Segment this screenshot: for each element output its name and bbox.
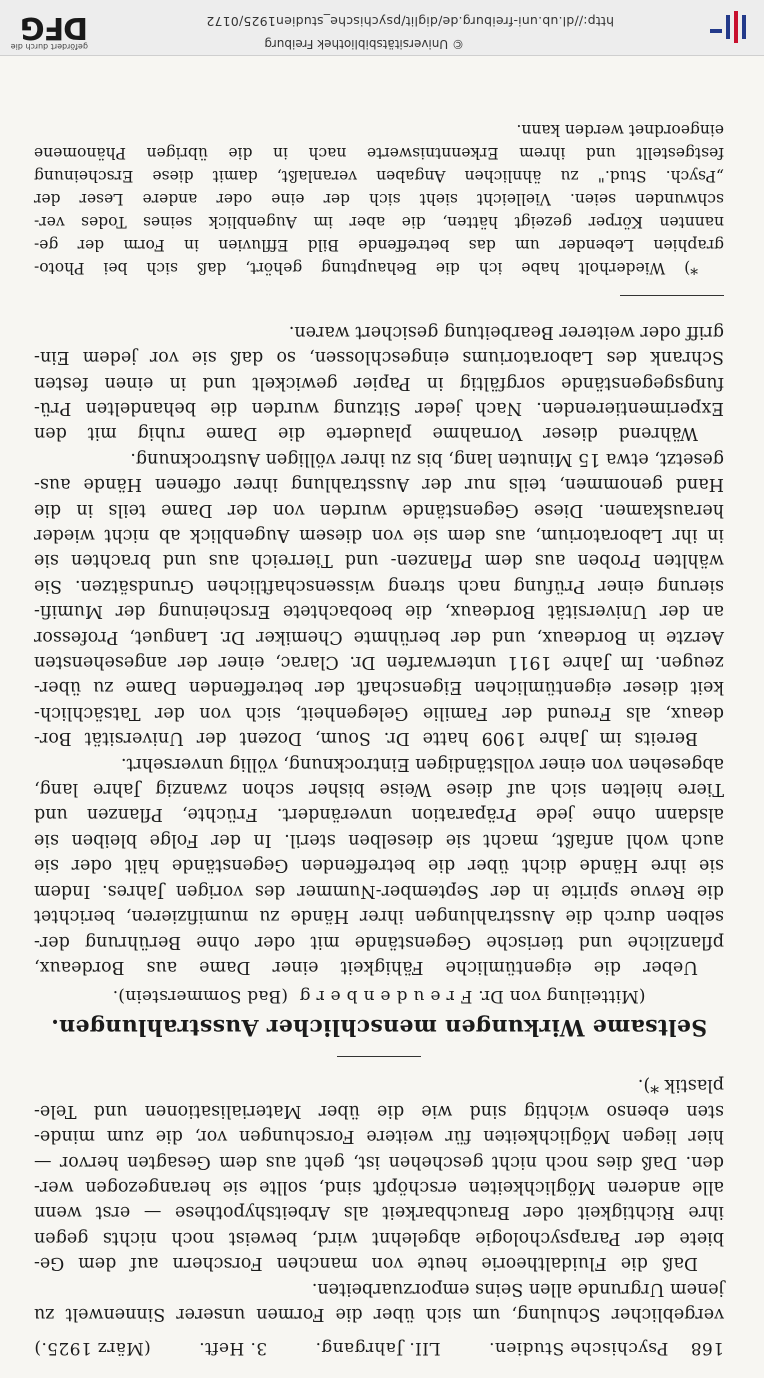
text-line: plastik *). — [637, 1075, 724, 1096]
source-url[interactable]: http://dl.ub.uni-freiburg.de/diglit/psychische_studien1925/0172 — [206, 14, 614, 29]
dfg-mark: DFG — [20, 10, 88, 45]
text-line: sierung einer Prüfung nach streng wissenschaftlichen Grundsätzen. Sie — [34, 575, 724, 596]
text-line: die Revue spirite in der September-Nummer des vorigen Jahres. Indem — [34, 880, 724, 901]
text-line: fungsgegenstände sorgfältig in Papier gewickelt und in einen festen — [34, 372, 724, 393]
byline-suffix: (Bad Sommerstein). — [112, 985, 288, 1006]
byline-author: Freudenberg — [293, 985, 473, 1006]
text-line: Tiere hielten sich auf diese Weise bisher schon zwanzig Jahre lang, — [34, 779, 724, 800]
paragraph-vornahme — [34, 318, 724, 445]
text-line: Ueber die eigentümliche Fähigkeit einer Dame aus Bordeaux, — [34, 956, 698, 977]
dfg-logo — [4, 5, 88, 51]
text-line: gesetzt, etwa 15 Minuten lang, bis zu ihrer völligen Austrocknung. — [130, 448, 724, 469]
text-line: in ihr Laboratorium, aus dem sie von diesem Augenblick ab nicht wieder — [34, 525, 724, 546]
page-content — [34, 118, 724, 1360]
text-line: schwunden seien. Vielleicht sieht sich der eine oder andere Leser der — [34, 190, 724, 209]
paragraph-soum — [34, 445, 724, 750]
text-line: keit dieser eigentümlichen Eigenschaft der betreffenden Dame zu über- — [34, 677, 724, 698]
text-line: Hand genommen, teils nur der Ausstrahlung ihrer offenen Hände aus- — [34, 474, 724, 495]
text-line: Daß die Fluidaltheorie heute von manchen Forschern auf dem Ge- — [34, 1253, 698, 1274]
copyright-text: © Universitätsbibliothek Freiburg — [264, 37, 464, 51]
text-line: nannten Körper gezeigt hätten, die aber im Augenblick seines Todes ver- — [34, 213, 724, 232]
text-line: zeugen. Im Jahre 1911 unterwarfen Dr. Clarac, einer der angesehensten — [34, 652, 724, 673]
text-line: an der Universität Bordeaux, die beobachtete Erscheinung der Mumifi- — [34, 601, 724, 622]
text-line: Schrank des Laboratoriums eingeschlossen, so daß sie vor jedem Ein- — [34, 347, 724, 368]
footnote — [34, 118, 724, 279]
text-line: abgesehen von einer vollständigen Eintrocknung, völlig unversehrt. — [120, 753, 724, 774]
paragraph-bordeaux — [34, 750, 724, 979]
text-line: vergeblicher Schulung, um sich über die Formen unserer Sinnenwelt zu — [34, 1304, 724, 1324]
text-line: Experimentierenden. Nach jeder Sitzung wurden die behandelten Prü- — [34, 398, 724, 418]
text-line: herauskamen. Diese Gegenstände wurden von der Dame teils in die — [34, 499, 724, 520]
text-line: alle anderen Möglichkeiten erschöpft sind, sollte sie herangezogen wer- — [34, 1176, 724, 1197]
text-line: „Psych. Stud." zu ähnlichen Angaben veranlaßt, damit diese Erscheinung — [34, 167, 724, 186]
journal-title: Psychische Studien. — [488, 1338, 669, 1358]
text-line: Während dieser Vornahme plauderte die Dame ruhig mit den — [34, 423, 698, 444]
page-number: 168 — [690, 1338, 724, 1358]
text-line: den. Daß dies noch nicht geschehen ist, geht aus dem Gesagten hervor — — [34, 1151, 724, 1172]
uni-freiburg-logo-icon — [706, 9, 750, 45]
article-title: Seltsame Wirkungen menschlicher Ausstrahlungen. — [50, 1013, 708, 1040]
text-line: ihre Richtigkeit oder Brauchbarkeit als Arbeitshypothese — erst wenn — [34, 1202, 724, 1223]
dfg-subtitle: gefördert durch die — [10, 42, 88, 51]
text-line: eingeordnet werden kann. — [516, 121, 724, 140]
volume: LII. Jahrgang. — [315, 1338, 441, 1358]
text-line: pflanzliche und tierische Gegenstände mit oder ohne Berührung der- — [34, 931, 724, 952]
text-line: biete der Parapsychologie abgelehnt wird, beweist noch nichts gegen — [34, 1227, 724, 1248]
text-line: griff oder weiterer Bearbeitung gesichert waren. — [288, 321, 724, 342]
article-byline — [34, 983, 724, 1008]
text-line: hier liegen Möglichkeiten für weitere Forschungen vor, die zum minde- — [34, 1126, 724, 1147]
text-line: graphien Lebender um das betreffende Bild Effluvien in Form der ge- — [34, 236, 724, 255]
paragraph-fluidaltheorie — [34, 1072, 724, 1275]
text-line: jenem Urgrunde allen Seins emporzuarbeiten. — [311, 1278, 724, 1299]
byline-prefix: (Mitteilung von Dr. — [477, 985, 646, 1006]
issue-date: (März 1925.) — [34, 1338, 151, 1358]
text-line: wählten Proben aus dem Pflanzen- und Tierreich aus und brachten sie — [34, 550, 724, 571]
footnote-divider — [620, 295, 724, 296]
text-line: sten ebenso wichtig sind wie die über Materialisationen und Tele- — [34, 1100, 724, 1121]
text-line: deaux, als Freund der Familie Gelegenheit, sich von der Tatsächlich- — [34, 702, 724, 723]
issue: 3. Heft. — [198, 1338, 268, 1358]
text-line: festgestellt und ihrem Erkenntniswerte nach in die übrigen Phänomene — [34, 144, 724, 163]
text-line: Bereits im Jahre 1909 hatte Dr. Soum, Dozent der Universität Bor- — [34, 728, 698, 749]
intro-paragraph — [34, 1275, 724, 1326]
text-line: alsdann ohne jede Präparation unverändert. Früchte, Pflanzen und — [34, 804, 724, 825]
section-divider — [337, 1056, 421, 1057]
digitization-footer — [0, 0, 764, 56]
text-line: sie ihre Hände dicht über die betreffenden Gegenstände hält oder sie — [34, 855, 724, 876]
text-line: selben durch die Ausstrahlungen ihrer Hände zu mumifizieren, berichtet — [34, 906, 724, 927]
running-header — [34, 1334, 724, 1360]
text-line: auch wohl anfaßt, macht sie dieselben steril. In der Folge bleiben sie — [34, 829, 724, 850]
text-line: Aerzte in Bordeaux, und der berühmte Chemiker Dr. Languet, Professor — [34, 626, 724, 647]
text-line: *) Wiederholt habe ich die Behauptung gehört, daß sich bei Photo- — [34, 259, 698, 278]
